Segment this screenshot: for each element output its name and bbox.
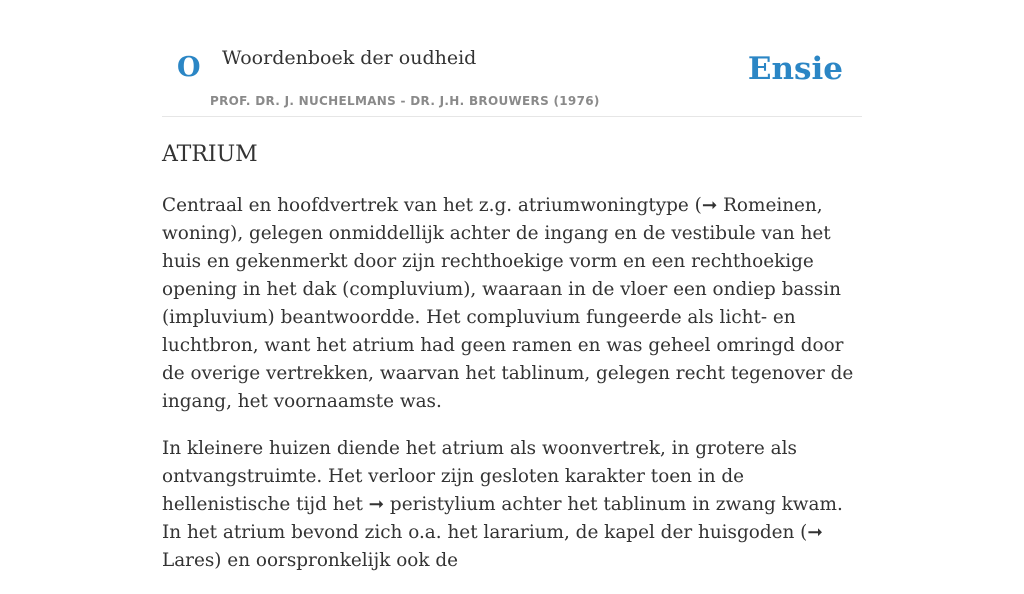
entry-title: ATRIUM [162,142,258,167]
section-letter: O [177,52,201,83]
dictionary-header [162,0,862,117]
brand-logo-link[interactable]: Ensie [747,51,843,87]
dictionary-authors: PROF. DR. J. NUCHELMANS - DR. J.H. BROUWERS (1976) [210,94,600,108]
entry-paragraph-2: In kleinere huizen diende het atrium als woonvertrek, in grotere als ontvangstruimte. Het verloor zijn gesloten karakter toen in de hellenistische tijd het ➞ peristylium achter het tablinum in zwang kwam. In het atrium bevond zich o.a. het lararium, de kapel der huisgoden (➞ Lares) en oorspronkelijk ook de [162,438,843,571]
entry-body [162,192,862,594]
dictionary-title-link[interactable]: Woordenboek der oudheid [222,47,477,69]
entry-paragraph-1: Centraal en hoofdvertrek van het z.g. atriumwoningtype (➞ Romeinen, woning), gelegen onmiddellijk achter de ingang en de vestibule van het huis en gekenmerkt door zijn rechthoekige vorm en een rechthoekige opening in het dak (compluvium), waaraan in de vloer een ondiep bassin (impluvium) beantwoordde. Het compluvium fungeerde als licht- en luchtbron, want het atrium had geen ramen en was geheel omringd door de overige vertrekken, waarvan het tablinum, gelegen recht tegenover de ingang, het voornaamste was. [162,195,854,412]
page [162,0,862,571]
